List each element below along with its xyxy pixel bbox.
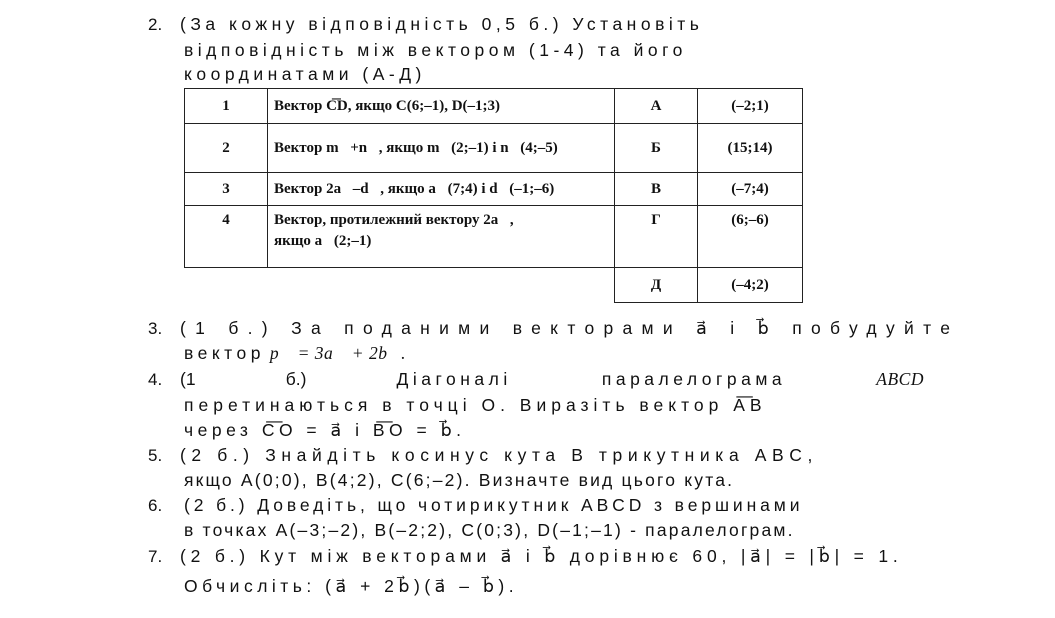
empty-cell [185, 268, 268, 303]
vector-description-line2: якщо a⃗(2;–1) [274, 233, 372, 249]
task-3-line1 [180, 318, 959, 339]
task-3-line2 [184, 343, 406, 364]
task-4-line3: через C͞O = a⃗ і B͞O = b⃗. [184, 420, 466, 440]
answer-letter: Б [615, 124, 698, 173]
answer-coordinates: (6;–6) [698, 206, 803, 268]
vector-description-line1: Вектор, протилежний вектору 2a⃗, [274, 212, 514, 228]
task-2-line1: (За кожну відповідність 0,5 б.) Установіть [180, 14, 704, 34]
answer-coordinates: (–2;1) [698, 89, 803, 124]
task-6-line2: в точках A(–3;–2), B(–2;2), C(0;3), D(–1;–1) - паралелограм. [184, 520, 795, 540]
answer-letter: В [615, 173, 698, 206]
task-5-line1: (2 б.) Знайдіть косинус кута B трикутника ABC, [180, 445, 818, 465]
vector-description [268, 206, 615, 268]
task-6-number: 6. [148, 496, 163, 515]
task-4-line2: перетинаються в точці O. Виразіть вектор A͞B [184, 395, 767, 415]
answer-coordinates: (15;14) [698, 124, 803, 173]
answer-letter: Д [615, 268, 698, 303]
task-7-line2: Обчисліть: (a⃗ + 2b⃗)(a⃗ – b⃗). [184, 576, 519, 596]
vector-description: Вектор 2a⃗–d⃗, якщо a⃗(7;4) і d⃗(–1;–6) [268, 173, 615, 206]
task-5-line2: якщо A(0;0), B(4;2), C(6;–2). Визначте вид цього кута. [184, 470, 735, 490]
table-row [185, 206, 803, 268]
table-row [185, 89, 803, 124]
task-7-line1: (2 б.) Кут між векторами a⃗ і b⃗ дорівнює 60, |a⃗| = |b⃗| = 1. [180, 546, 903, 566]
task-5-number: 5. [148, 446, 163, 465]
row-number: 3 [185, 173, 268, 206]
task-4-points-unit: б.) [285, 369, 307, 389]
table-row [185, 173, 803, 206]
vector-description: Вектор m⃗+n⃗, якщо m⃗(2;–1) і n⃗(4;–5) [268, 124, 615, 173]
task-4-figure-name: ABCD [876, 369, 924, 389]
answer-letter: А [615, 89, 698, 124]
row-number: 2 [185, 124, 268, 173]
task-3-formula: p⃗ = 3a⃗ + 2b⃗. [269, 343, 406, 363]
task-3-text: (1 б.) За поданими векторами a⃗ і b⃗ побудуйте [180, 318, 960, 338]
task-4-word-diagonals: Діагоналі [396, 369, 512, 389]
task-4-line1 [180, 369, 924, 390]
task-4-number: 4. [148, 370, 163, 389]
task-3-word: вектор [184, 343, 265, 363]
task-4-word-parallelogram: паралелограма [601, 369, 787, 389]
task-3-number: 3. [148, 319, 163, 338]
answer-coordinates: (–4;2) [698, 268, 803, 303]
vector-description: Вектор C͞D, якщо C(6;–1), D(–1;3) [268, 89, 615, 124]
matching-table [184, 88, 803, 303]
task-4-points: (1 [180, 369, 196, 389]
answer-letter: Г [615, 206, 698, 268]
task-2-line2: відповідність між вектором (1-4) та його [184, 40, 687, 60]
task-6-line1: (2 б.) Доведіть, що чотирикутник ABCD з вершинами [184, 495, 804, 515]
task-2-line3: координатами (А-Д) [184, 64, 426, 84]
empty-cell [268, 268, 615, 303]
table-row [185, 268, 803, 303]
answer-coordinates: (–7;4) [698, 173, 803, 206]
table-row [185, 124, 803, 173]
row-number: 1 [185, 89, 268, 124]
row-number: 4 [185, 206, 268, 268]
task-2-number: 2. [148, 15, 163, 34]
task-7-number: 7. [148, 547, 163, 566]
